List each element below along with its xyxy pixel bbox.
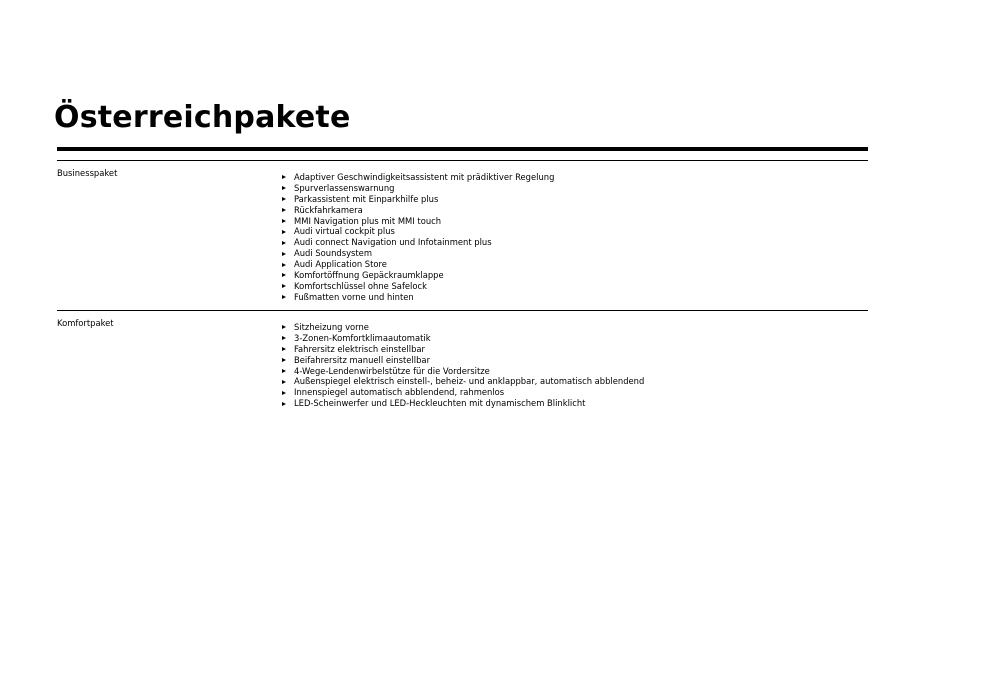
feature-item: [281, 292, 554, 303]
bullet-triangle-icon: [282, 241, 286, 245]
feature-item: [281, 344, 644, 355]
feature-item: [281, 387, 644, 398]
feature-item: [281, 205, 554, 216]
bullet-triangle-icon: [282, 263, 286, 267]
feature-list: [281, 172, 554, 303]
bullet-triangle-icon: [282, 175, 286, 179]
feature-item: [281, 216, 554, 227]
feature-text: Spurverlassenswarnung: [294, 182, 395, 193]
feature-text: Adaptiver Geschwindigkeitsassistent mit prädiktiver Regelung: [294, 172, 555, 182]
feature-item: [281, 281, 554, 292]
feature-item: [281, 322, 644, 333]
feature-text: Fußmatten vorne und hinten: [294, 291, 414, 302]
package-row-businesspaket: [57, 160, 868, 310]
bullet-triangle-icon: [282, 380, 286, 384]
feature-item: [281, 226, 554, 237]
bullet-triangle-icon: [282, 252, 286, 256]
bullet-triangle-icon: [282, 197, 286, 201]
bullet-triangle-icon: [282, 358, 286, 362]
feature-item: [281, 248, 554, 259]
feature-item: [281, 355, 644, 366]
feature-item: [281, 366, 644, 377]
feature-text: Komfortschlüssel ohne Safelock: [294, 280, 427, 291]
feature-text: Audi connect Navigation und Infotainment plus: [294, 237, 492, 248]
feature-text: 3-Zonen-Komfortklimaautomatik: [294, 332, 431, 343]
feature-item: [281, 398, 644, 409]
feature-text: Komfortöffnung Gepäckraumklappe: [294, 270, 444, 281]
feature-item: [281, 183, 554, 194]
bullet-triangle-icon: [282, 391, 286, 395]
feature-text: Audi Soundsystem: [294, 248, 372, 259]
feature-text: Parkassistent mit Einparkhilfe plus: [294, 193, 439, 204]
feature-text: MMI Navigation plus mit MMI touch: [294, 215, 442, 226]
feature-item: [281, 237, 554, 248]
bullet-triangle-icon: [282, 295, 286, 299]
feature-item: [281, 259, 554, 270]
feature-text: Innenspiegel automatisch abblendend, rahmenlos: [294, 387, 505, 398]
feature-text: Beifahrersitz manuell einstellbar: [294, 354, 431, 365]
bullet-triangle-icon: [282, 402, 286, 406]
title-rule: [57, 147, 868, 151]
feature-list: [281, 322, 644, 409]
page-title: Österreichpakete: [54, 100, 351, 135]
bullet-triangle-icon: [282, 186, 286, 190]
feature-text: Audi virtual cockpit plus: [294, 226, 395, 237]
bullet-triangle-icon: [282, 208, 286, 212]
feature-item: [281, 172, 554, 183]
package-name: Komfortpaket: [57, 318, 114, 328]
bullet-triangle-icon: [282, 347, 286, 351]
feature-item: [281, 333, 644, 344]
feature-item: [281, 376, 644, 387]
bullet-triangle-icon: [282, 273, 286, 277]
feature-item: [281, 270, 554, 281]
feature-text: Sitzheizung vorne: [294, 322, 369, 332]
bullet-triangle-icon: [282, 325, 286, 329]
feature-text: Audi Application Store: [294, 259, 387, 270]
bullet-triangle-icon: [282, 336, 286, 340]
feature-text: Fahrersitz elektrisch einstellbar: [294, 343, 425, 354]
feature-text: LED-Scheinwerfer und LED-Heckleuchten mit dynamischem Blinklicht: [294, 398, 586, 409]
package-row-komfortpaket: [57, 310, 868, 421]
feature-text: Rückfahrkamera: [294, 204, 363, 215]
bullet-triangle-icon: [282, 284, 286, 288]
feature-text: 4-Wege-Lendenwirbelstütze für die Vordersitze: [294, 365, 490, 376]
feature-item: [281, 194, 554, 205]
package-table: [57, 160, 868, 421]
bullet-triangle-icon: [282, 230, 286, 234]
bullet-triangle-icon: [282, 219, 286, 223]
package-name: Businesspaket: [57, 168, 118, 178]
bullet-triangle-icon: [282, 369, 286, 373]
feature-text: Außenspiegel elektrisch einstell-, beheiz- und anklappbar, automatisch abblendend: [294, 376, 645, 387]
